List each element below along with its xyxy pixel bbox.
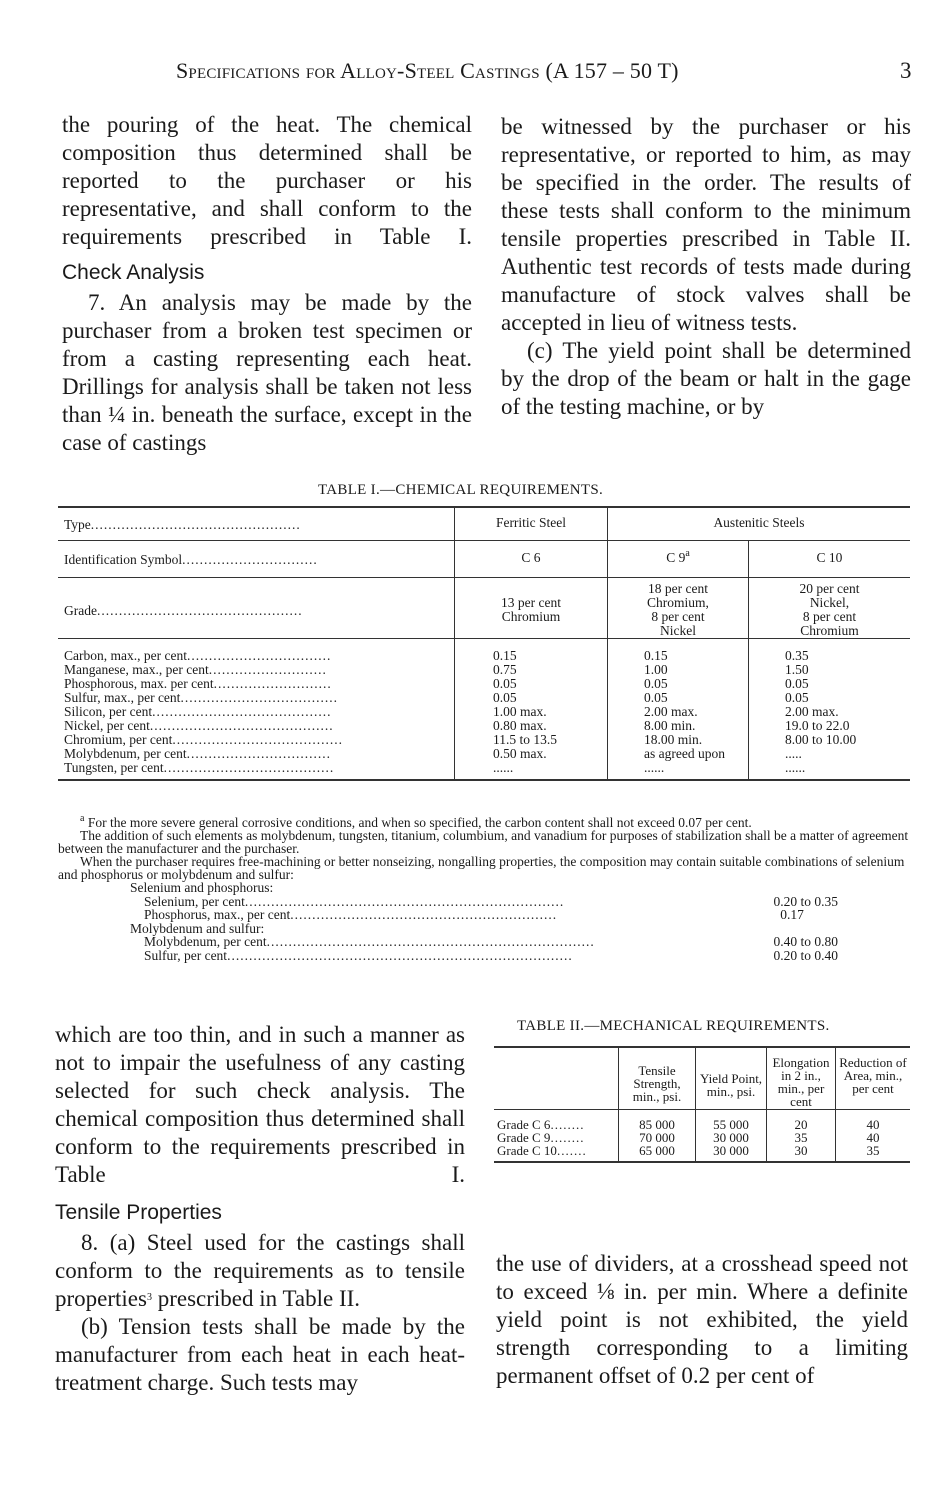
list-item: Sulfur, per cent............................................................................... (144, 947, 573, 963)
grade-cell: 20 per cent Nickel, 8 per cent Chromium (799, 581, 860, 638)
col-header-austenitic: Austenitic Steels (713, 515, 805, 530)
table-row (58, 507, 910, 541)
table-row (494, 1047, 910, 1110)
c6-values: 0.15 0.75 0.05 0.05 1.00 max. 0.80 max. 11.5 to 13.5 0.50 max. ...... (455, 639, 608, 781)
running-header: Specifications for Alloy-Steel Castings (A 157 – 50 T) (176, 58, 679, 83)
paragraph: (b) Tension tests shall be made by the manufacturer from each heat in each heat-treatment charge. Such tests may (55, 1314, 465, 1395)
list-value: 0.17 (780, 907, 804, 922)
tensile-values: 85 000 70 000 65 000 (619, 1110, 696, 1163)
table-row (58, 541, 910, 578)
c9-values: 0.15 1.00 0.05 0.05 2.00 max. 8.00 min. 18.00 min. as agreed upon ...... (608, 639, 749, 781)
table1-caption: TABLE I.—CHEMICAL REQUIREMENTS. (318, 482, 604, 498)
section-heading-tensile-properties: Tensile Properties (55, 1201, 222, 1224)
yield-values: 55 000 30 000 30 000 (696, 1110, 767, 1163)
paragraph: (c) The yield point shall be determined by the drop of the beam or halt in the gage of the testing machine, or by (501, 338, 911, 419)
list-group-label: Selenium and phosphorus: (130, 880, 274, 895)
table-rule (58, 780, 910, 781)
c10-values: 0.35 1.50 0.05 0.05 2.00 max. 19.0 to 22.0 8.00 to 10.00 ..... ...... (785, 648, 857, 775)
free-machining-list (130, 881, 838, 962)
bottom-left-column (55, 1021, 465, 1397)
grade-cell: 18 per cent Chromium, 8 per cent Nickel (608, 578, 749, 639)
table-row (58, 578, 910, 639)
symbol-cell: C 9$^a$ (608, 541, 749, 578)
symbol-cell: C 6 (455, 541, 608, 578)
footnote: The addition of such elements as molybdenum, tungsten, titanium, columbium, and vanadium for purposes of stabilization shall be a matter of agreement between the manufacturer and the purchaser. (58, 828, 909, 856)
element-labels: Carbon, max., per cent................................. Manganese, max., per cent........................... Phosphorous, max. per cent........................... Sulfur, max., per cent.................................... Silicon, per cent......................................... Nickel, per cent.......................................... Chromium, per cent....................................... Molybdenum, per cent................................. Tungsten, per cent....................................... (58, 639, 455, 781)
top-right-column (501, 113, 911, 421)
row-label: Grade............................................... (58, 578, 455, 639)
chemical-requirements-table (58, 506, 910, 781)
section-heading-check-analysis: Check Analysis (62, 261, 205, 284)
col-header: Reduction of Area, min., per cent (836, 1047, 911, 1110)
reduction-values: 40 40 35 (836, 1110, 911, 1163)
paragraph: be witnessed by the purchaser or his representative, or reported to him, as may be specified in the order. The results of these tests shall conform to the minimum tensile properties prescribed in Table II. Authentic test records of tests made during manufacture of stock valves shall be accepted in lieu of witness tests. (501, 114, 911, 335)
list-group-label: Molybdenum and sulfur: (130, 920, 265, 936)
list-item: Phosphorus, max., per cent............................................................. (144, 907, 558, 922)
page-number: 3 (900, 58, 912, 83)
footnote: When the purchaser requires free-machining or better nonseizing, nongalling properties, the composition may contain suitable combinations of selenium and phosphorus or molybdenum and sulfur: (58, 854, 905, 882)
elongation-values: 20 35 30 (767, 1110, 836, 1163)
symbol-cell: C 10 (749, 541, 911, 578)
col-header-ferritic: Ferritic Steel (455, 507, 608, 541)
list-value: 0.40 to 0.80 (773, 934, 838, 949)
col-header: Yield Point, min., psi. (696, 1047, 767, 1110)
table-row (494, 1110, 910, 1163)
list-value: 0.20 to 0.35 (773, 893, 838, 909)
footnote-a: $^a$ For the more severe general corrosive conditions, and when so specified, the carbon content shall not exceed 0.07 per cent. (80, 813, 752, 830)
list-value: 0.20 to 0.40 (773, 947, 838, 963)
paragraph: the pouring of the heat. The chemical composition thus determined shall be reported to the purchaser or his representative, and shall conform to the requirements prescribed in Table I. (62, 112, 472, 249)
table2-caption: TABLE II.—MECHANICAL REQUIREMENTS. (517, 1018, 830, 1034)
list-item: Molybdenum, per cent........................................................................... (144, 934, 595, 949)
table-row (58, 639, 910, 781)
col-header: Tensile Strength, min., psi. (619, 1047, 696, 1110)
table-rule (494, 1162, 910, 1163)
top-left-column (62, 111, 472, 457)
grade-cell: 13 per cent Chromium (455, 578, 608, 639)
row-label: Identification Symbol............................... (58, 541, 455, 578)
paragraph: which are too thin, and in such a manner as not to impair the usefulness of any casting selected for such check analysis. The chemical composition thus determined shall conform to the requirements prescribed in Table I. (55, 1022, 465, 1187)
paragraph: 7. An analysis may be made by the purchaser from a broken test specimen or from a casting representing each heat. Drillings for analysis shall be taken not less than ¼ in. beneath the surface, except in the case of castings (62, 290, 472, 455)
paragraph: 8. (a) Steel used for the castings shall conform to the requirements as to tensile properties$^3$ prescribed in Table II. (55, 1230, 465, 1311)
row-label: Type................................................ (58, 507, 455, 541)
bottom-right-column (496, 1250, 908, 1390)
header-blank (494, 1047, 619, 1110)
paragraph: the use of dividers, at a crosshead speed not to exceed ⅛ in. per min. Where a definite yield point is not exhibited, the yield strength corresponding to a limiting permanent offset of 0.2 per cent of (496, 1251, 908, 1388)
table1-footnotes (58, 813, 910, 963)
list-item: Selenium, per cent......................................................................... (144, 893, 565, 909)
grade-labels: Grade C 6........ Grade C 9........ Grade C 10....... (497, 1117, 587, 1158)
mechanical-requirements-table (494, 1046, 910, 1163)
col-header: Elongation in 2 in., min., per cent (767, 1047, 836, 1110)
